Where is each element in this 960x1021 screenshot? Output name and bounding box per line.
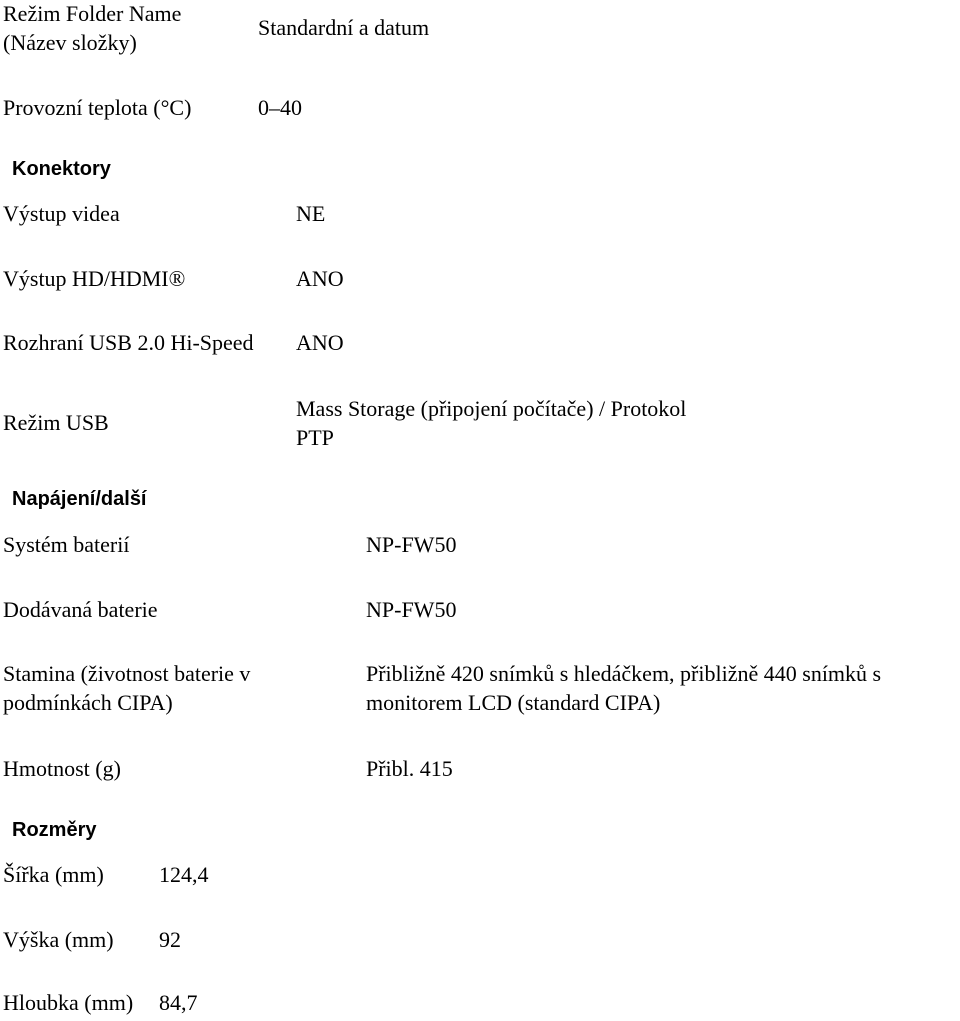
battery-system-label: Systém baterií [3, 532, 130, 557]
height-label: Výška (mm) [3, 927, 114, 952]
weight-value: Přibl. 415 [366, 756, 453, 781]
video-out-label: Výstup videa [3, 201, 120, 226]
stamina-value-line1: Přibližně 420 snímků s hledáčkem, přibližně 440 snímků s [366, 661, 882, 686]
section-heading-dimensions: Rozměry [12, 819, 97, 841]
hdmi-out-label: Výstup HD/HDMI® [3, 266, 186, 291]
usb-mode-value-line2: PTP [296, 425, 334, 450]
hdmi-out-value: ANO [296, 266, 344, 291]
depth-value: 84,7 [159, 990, 198, 1015]
usb-mode-value-line1: Mass Storage (připojení počítače) / Protokol [296, 396, 687, 421]
depth-label: Hloubka (mm) [3, 990, 134, 1015]
video-out-value: NE [296, 201, 326, 226]
usb-mode-label: Režim USB [3, 410, 109, 435]
folder-mode-label-line2: (Název složky) [3, 30, 137, 55]
operating-temp-value: 0–40 [258, 95, 302, 120]
supplied-battery-value: NP-FW50 [366, 597, 457, 622]
operating-temp-label: Provozní teplota (°C) [3, 95, 192, 120]
section-heading-connectors: Konektory [12, 158, 111, 180]
supplied-battery-label: Dodávaná baterie [3, 597, 158, 622]
section-heading-power: Napájení/další [12, 488, 147, 510]
width-label: Šířka (mm) [3, 862, 104, 887]
stamina-value-line2: monitorem LCD (standard CIPA) [366, 690, 661, 715]
width-value: 124,4 [159, 862, 209, 887]
usb-interface-label: Rozhraní USB 2.0 Hi-Speed [3, 330, 254, 355]
folder-mode-label-line1: Režim Folder Name [3, 1, 182, 26]
battery-system-value: NP-FW50 [366, 532, 457, 557]
height-value: 92 [159, 927, 181, 952]
stamina-label-line2: podmínkách CIPA) [3, 690, 173, 715]
stamina-label-line1: Stamina (životnost baterie v [3, 661, 251, 686]
weight-label: Hmotnost (g) [3, 756, 121, 781]
usb-interface-value: ANO [296, 330, 344, 355]
folder-mode-value: Standardní a datum [258, 15, 430, 40]
